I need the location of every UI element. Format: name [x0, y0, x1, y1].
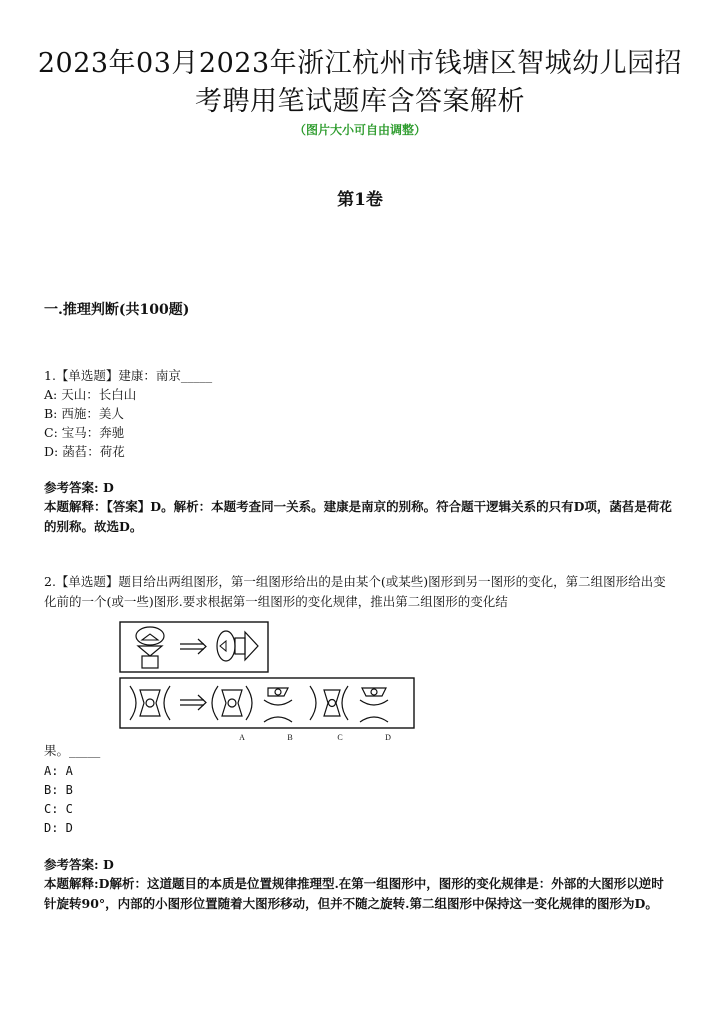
- page-title-line-2: 考聘用笔试题库含答案解析: [195, 86, 525, 117]
- q2-figure: [118, 620, 418, 748]
- figure-label-d: D: [385, 733, 391, 742]
- q1-explanation: 本题解释：【答案】D。解析：本题考查同一关系。建康是南京的别称。符合题干逻辑关系的只有D项，菡萏是荷花的别称。故选D。: [44, 499, 672, 534]
- q1-option-c: C: 宝马：奔驰: [44, 425, 125, 440]
- group2-given: [130, 686, 170, 720]
- q1-option-a: A: 天山：长白山: [44, 387, 137, 402]
- q1-answer: 参考答案: D: [44, 480, 114, 495]
- figure-label-a: A: [239, 733, 245, 742]
- q1-option-b: B: 西施：美人: [44, 406, 124, 421]
- q1-option-d: D: 菡萏：荷花: [44, 444, 125, 459]
- q2-answer: 参考答案: D: [44, 857, 114, 872]
- q2-option-a: A: A: [44, 764, 73, 778]
- q2-stem-end: 果。_____: [44, 743, 101, 758]
- section-heading: 一.推理判断(共100题): [44, 302, 190, 318]
- q2-option-d: D: D: [44, 821, 73, 835]
- page-title-line-1: 2023年03月2023年浙江杭州市钱塘区智城幼儿园招: [37, 48, 683, 79]
- q2-explanation: 本题解释:D解析：这道题目的本质是位置规律推理型.在第一组图形中，图形的变化规律是：外部的大图形以逆时针旋转90°，内部的小图形位置随着大图形移动，但并不随之旋转.第二组图形中保持这一变化规律的图形为D。: [44, 876, 664, 911]
- q2-option-b: B: B: [44, 783, 73, 797]
- page-subtitle: （图片大小可自由调整）: [293, 123, 426, 137]
- figure-label-c: C: [337, 733, 343, 742]
- option-c-figure: [310, 686, 348, 720]
- q2-stem: 2.【单选题】题目给出两组图形，第一组图形给出的是由某个(或某些)图形到另一图形的变化，第二组图形给出变化前的一个(或一些)图形.要求根据第一组图形的变化规律，推出第二组图形的变化结: [44, 574, 666, 609]
- q1-stem: 1.【单选题】建康：南京_____: [44, 368, 213, 383]
- group1-shape1: [136, 627, 164, 645]
- q2-option-c: C: C: [44, 802, 73, 816]
- option-b-figure: [264, 688, 292, 722]
- option-d-figure: [360, 688, 388, 722]
- volume-heading: 第1卷: [337, 190, 383, 210]
- option-a-figure: [212, 686, 252, 720]
- figure-label-b: B: [287, 733, 293, 742]
